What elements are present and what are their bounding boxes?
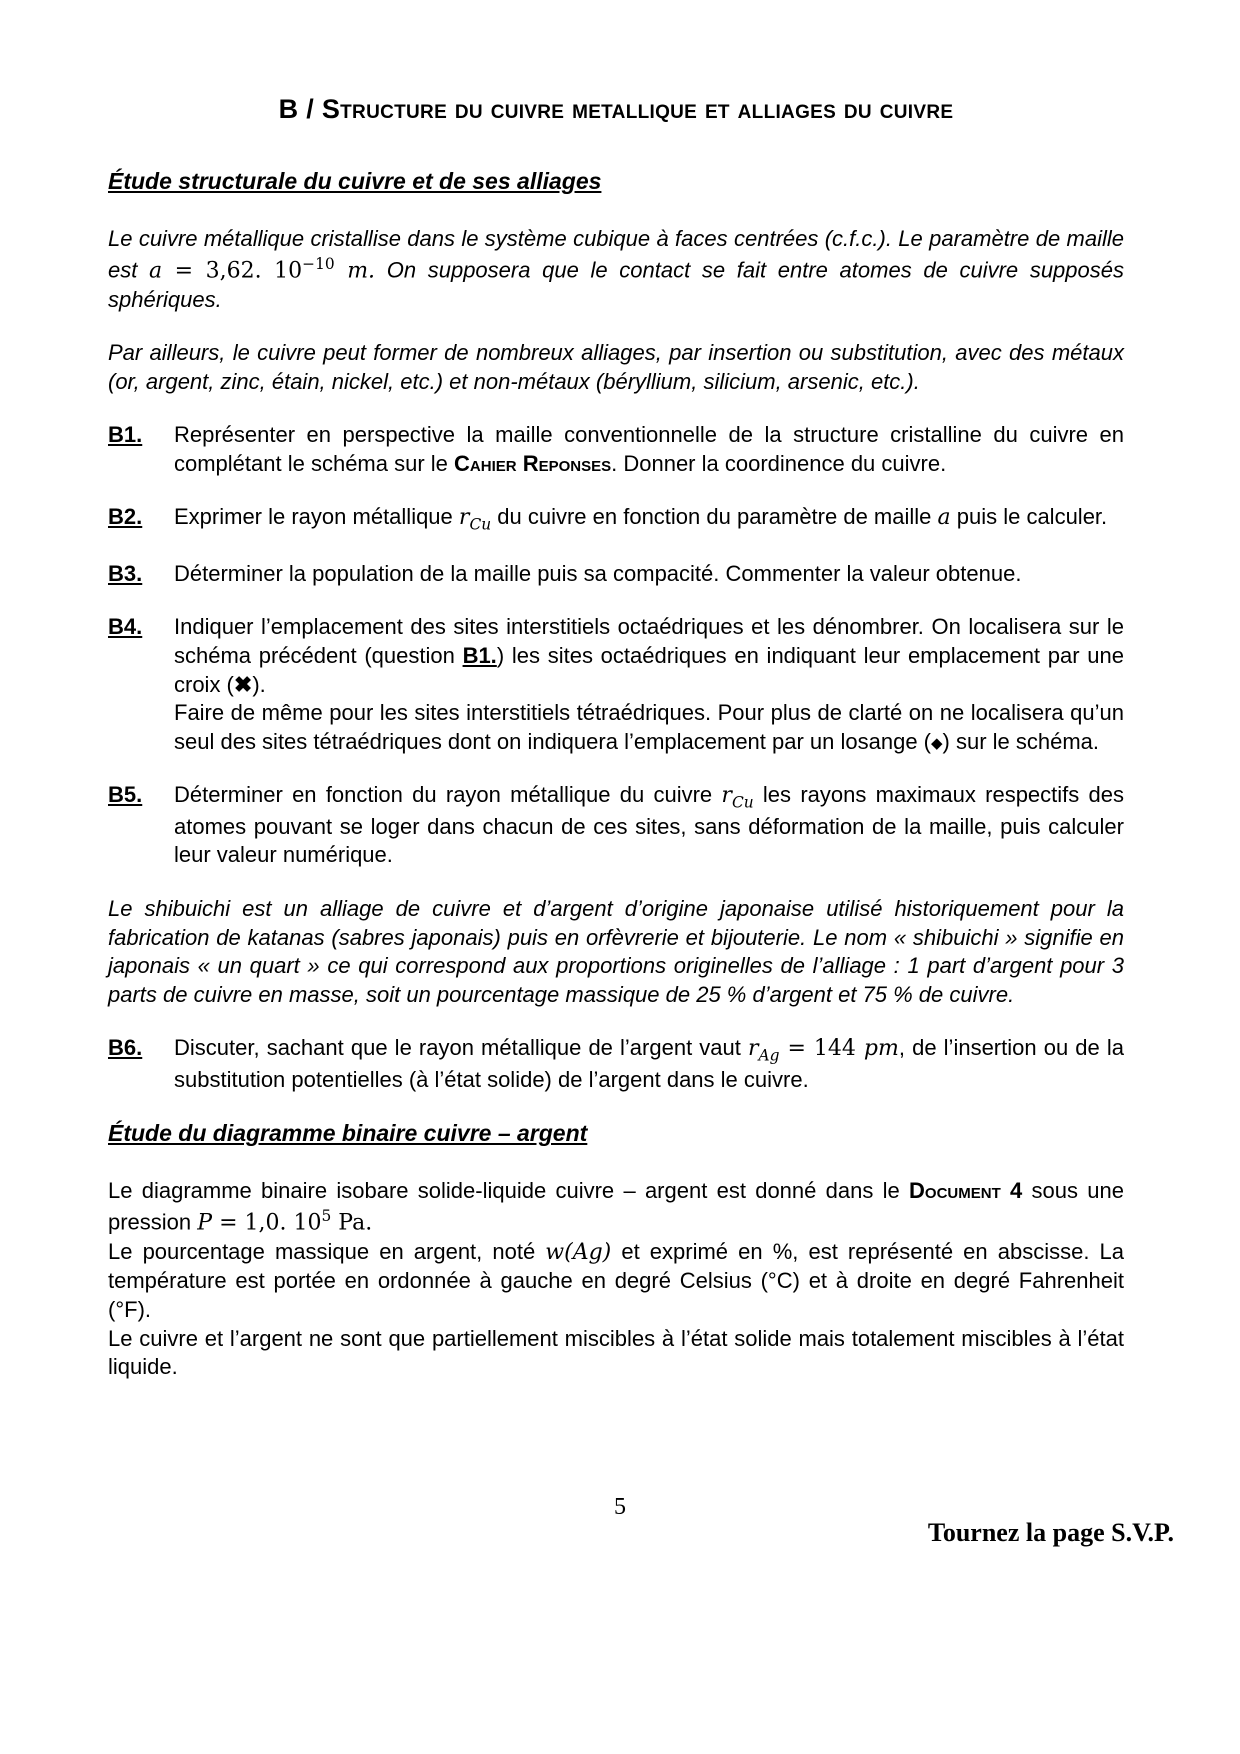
question-b3	[108, 560, 1124, 589]
question-body	[174, 560, 1124, 589]
shibuichi-paragraph: Le shibuichi est un alliage de cuivre et d’argent d’origine japonaise utilisé historiquement pour la fabrication de katanas (sabres japonais) puis en orfèvrerie et bijouterie. Le nom « shibuichi » signifie en japonais « un quart » ce qui correspond aux proportions originelles de l’alliage : 1 part d’argent pour 3 parts de cuivre en masse, soit un pourcentage massique de 25 % d’argent et 75 % de cuivre.	[108, 896, 1124, 1007]
question-body	[174, 503, 1124, 534]
question-body	[174, 421, 1124, 478]
question-text: Faire de même pour les sites interstitiels tétraédriques. Pour plus de clarté on ne localisera qu’un seul des sites tétraédriques dont on indiquera l’emplacement par un losange (◆) sur le schéma.	[174, 700, 1124, 754]
section-heading-diagramme: Étude du diagramme binaire cuivre – argent	[108, 1120, 588, 1147]
question-label: B5.	[108, 782, 143, 808]
question-label: B3.	[108, 560, 143, 586]
question-b5	[108, 781, 1124, 870]
question-text: Indiquer l’emplacement des sites interstitiels octaédriques et les dénombrer. On localisera sur le schéma précédent (question B1.) les sites octaédriques en indiquant leur emplacement par une croix (✖).	[174, 614, 1124, 697]
question-body	[174, 613, 1124, 756]
question-body	[174, 1034, 1124, 1094]
intro-paragraph-1: Le cuivre métallique cristallise dans le système cubique à faces centrées (c.f.c.). Le paramètre de maille est a = 3,62. $10^{-10}$ m. On supposera que le contact se fait entre atomes de cuivre supposés sphériques.	[108, 225, 1125, 312]
question-b2	[108, 503, 1124, 534]
diagram-paragraph-3: Le cuivre et l’argent ne sont que partiellement miscibles à l’état solide mais totalement miscibles à l’état liquide.	[108, 1325, 1124, 1380]
question-text: Exprimer le rayon métallique $r_{Cu}$ du cuivre en fonction du paramètre de maille a puis le calculer.	[174, 504, 1108, 534]
question-body	[174, 781, 1124, 870]
turn-page-note: Tournez la page S.V.P.	[927, 1518, 1174, 1547]
question-b6	[108, 1034, 1124, 1094]
question-label: B6.	[108, 1035, 143, 1061]
question-b4	[108, 613, 1124, 756]
question-label: B2.	[108, 504, 143, 530]
diagram-paragraph-1: Le diagramme binaire isobare solide-liquide cuivre – argent est donné dans le Document 4 sous une pression P = 1,0. $10^5$ Pa.	[108, 1178, 1125, 1236]
intro-paragraph-2: Par ailleurs, le cuivre peut former de nombreux alliages, par insertion ou substitution, avec des métaux (or, argent, zinc, étain, nickel, etc.) et non-métaux (béryllium, silicium, arsenic, etc.).	[108, 340, 1124, 394]
question-text: Représenter en perspective la maille conventionnelle de la structure cristalline du cuivre en complétant le schéma sur le Cahier Reponses. Donner la coordinence du cuivre.	[174, 422, 1124, 476]
question-label: B1.	[108, 422, 143, 448]
page-number: 5	[614, 1494, 626, 1520]
page-title: B / Structure du cuivre metallique et alliages du cuivre	[278, 94, 954, 124]
section-heading-structure: Étude structurale du cuivre et de ses alliages	[108, 168, 602, 195]
question-text: Déterminer la population de la maille puis sa compacité. Commenter la valeur obtenue.	[174, 560, 1022, 586]
question-text: Déterminer en fonction du rayon métallique du cuivre $r_{Cu}$ les rayons maximaux respectifs des atomes pouvant se loger dans chacun de ces sites, sans déformation de la maille, puis calculer leur valeur numérique.	[174, 782, 1125, 868]
question-text: Discuter, sachant que le rayon métallique de l’argent vaut $r_{Ag} = 144$ pm, de l’insertion ou de la substitution potentielles (à l’état solide) de l’argent dans le cuivre.	[174, 1035, 1124, 1092]
diagram-paragraph-2: Le pourcentage massique en argent, noté w(Ag) et exprimé en %, est représenté en abscisse. La température est portée en ordonnée à gauche en degré Celsius (°C) et à droite en degré Fahrenheit (°F).	[108, 1238, 1125, 1322]
question-b1	[108, 421, 1124, 478]
question-label: B4.	[108, 614, 143, 640]
